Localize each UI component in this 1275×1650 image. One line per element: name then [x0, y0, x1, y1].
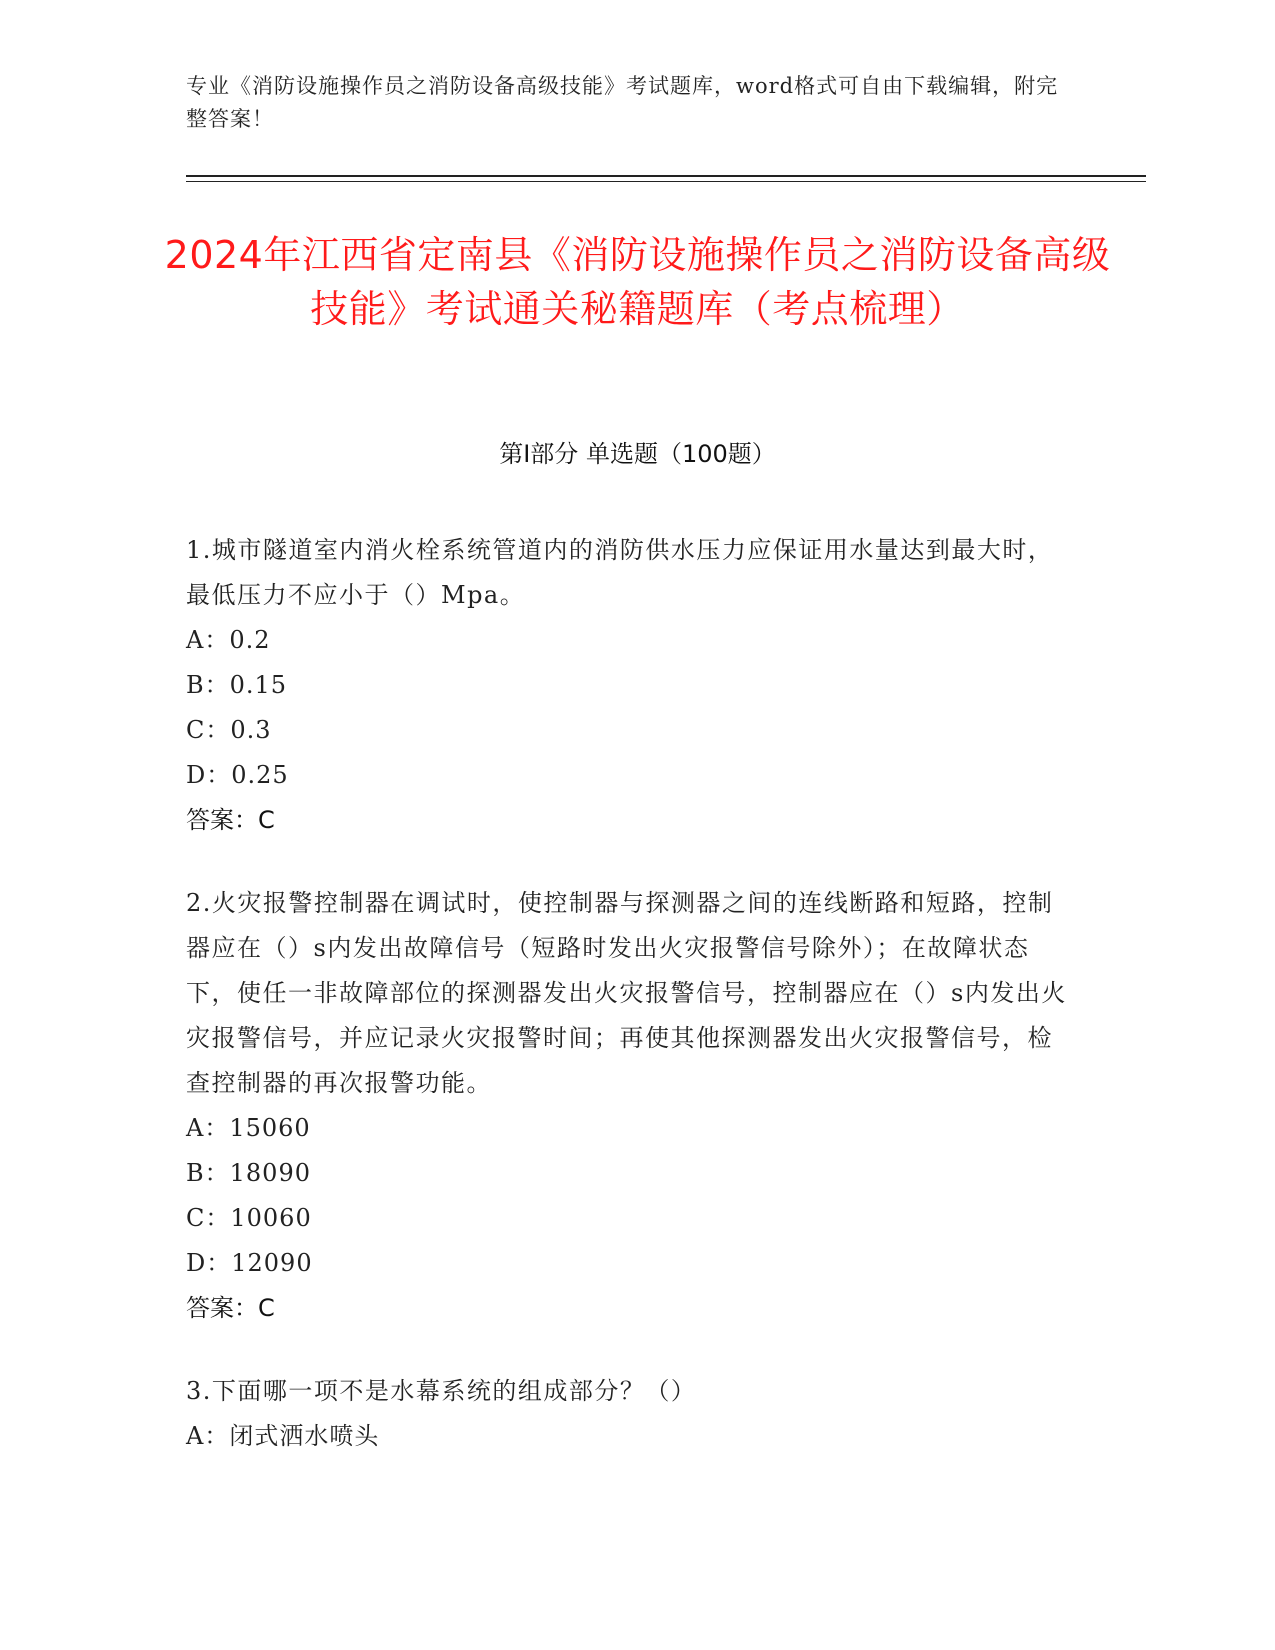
answer-line: 答案：C: [186, 806, 275, 834]
option-d: D：0.25: [186, 761, 289, 789]
option-d: D：12090: [186, 1249, 313, 1277]
option-b: B：18090: [186, 1159, 311, 1187]
option-c: C：10060: [186, 1204, 312, 1232]
question-1: [186, 528, 1076, 843]
header-divider-thick: [186, 175, 1146, 177]
question-stem: 1.城市隧道室内消火栓系统管道内的消防供水压力应保证用水量达到最大时，最低压力不应小于（）Mpa。: [186, 536, 1054, 609]
question-list: [186, 528, 1076, 1497]
option-c: C：0.3: [186, 716, 272, 744]
header-note: 专业《消防设施操作员之消防设备高级技能》考试题库，word格式可自由下载编辑，附完整答案！: [186, 74, 1059, 131]
section-heading: 第I部分 单选题（100题）: [499, 440, 776, 468]
answer-line: 答案：C: [186, 1294, 275, 1322]
question-3: [186, 1369, 1076, 1459]
option-a: A：闭式洒水喷头: [186, 1422, 380, 1450]
document-title: 2024年江西省定南县《消防设施操作员之消防设备高级技能》考试通关秘籍题库（考点梳理）: [164, 233, 1111, 331]
option-a: A：0.2: [186, 626, 271, 654]
header-divider-thin: [186, 181, 1146, 182]
option-a: A：15060: [186, 1114, 311, 1142]
option-b: B：0.15: [186, 671, 288, 699]
question-stem: 2.火灾报警控制器在调试时，使控制器与探测器之间的连线断路和短路，控制器应在（）s内发出故障信号（短路时发出火灾报警信号除外）；在故障状态下，使任一非故障部位的探测器发出火灾报警信号，控制器应在（）s内发出火灾报警信号，并应记录火灾报警时间；再使其他探测器发出火灾报警信号，检查控制器的再次报警功能。: [186, 889, 1067, 1097]
question-stem: 3.下面哪一项不是水幕系统的组成部分？（）: [186, 1377, 697, 1405]
question-2: [186, 881, 1076, 1331]
